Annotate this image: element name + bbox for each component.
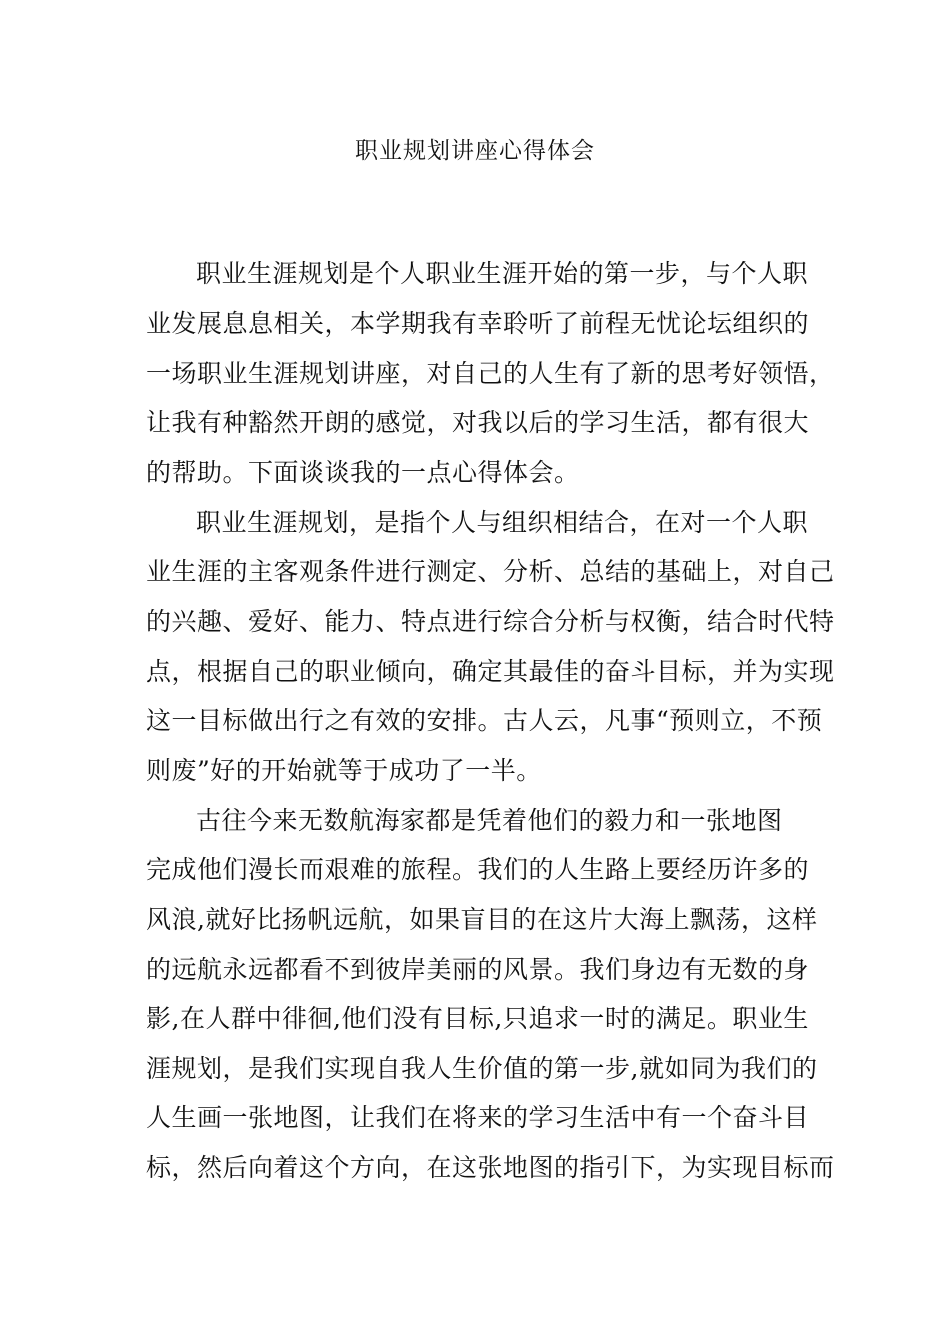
- paragraph-line: 职业生涯规划，是指个人与组织相结合，在对一个人职: [196, 508, 809, 537]
- paragraph-line: 涯规划，是我们实现自我人生价值的第一步,就如同为我们的: [146, 1054, 818, 1083]
- paragraph-line: 风浪,就好比扬帆远航，如果盲目的在这片大海上飘荡，这样: [146, 905, 818, 934]
- paragraph-line: 标，然后向着这个方向，在这张地图的指引下，为实现目标而: [146, 1153, 835, 1182]
- paragraph-line: 点，根据自己的职业倾向，确定其最佳的奋斗目标，并为实现: [146, 657, 835, 686]
- paragraph-line: 职业生涯规划是个人职业生涯开始的第一步，与个人职: [196, 259, 809, 288]
- paragraph-line: 古往今来无数航海家都是凭着他们的毅力和一张地图: [196, 806, 783, 835]
- paragraph-line: 业生涯的主客观条件进行测定、分析、总结的基础上，对自己: [146, 557, 835, 586]
- paragraph-line: 则废”好的开始就等于成功了一半。: [146, 756, 542, 785]
- document-title: 职业规划讲座心得体会: [355, 138, 595, 164]
- paragraph-line: 人生画一张地图，让我们在将来的学习生活中有一个奋斗目: [146, 1103, 810, 1132]
- paragraph-line: 的远航永远都看不到彼岸美丽的风景。我们身边有无数的身: [146, 955, 810, 984]
- paragraph-line: 的帮助。下面谈谈我的一点心得体会。: [146, 458, 580, 487]
- paragraph-line: 完成他们漫长而艰难的旅程。我们的人生路上要经历许多的: [146, 855, 810, 884]
- paragraph-line: 一场职业生涯规划讲座，对自己的人生有了新的思考好领悟，: [146, 359, 835, 388]
- paragraph-line: 的兴趣、爱好、能力、特点进行综合分析与权衡，结合时代特: [146, 607, 835, 636]
- paragraph-line: 影,在人群中徘徊,他们没有目标,只追求一时的满足。职业生: [146, 1004, 809, 1033]
- paragraph-line: 业发展息息相关，本学期我有幸聆听了前程无忧论坛组织的: [146, 309, 810, 338]
- paragraph-line: 让我有种豁然开朗的感觉，对我以后的学习生活，都有很大: [146, 408, 810, 437]
- paragraph-line: 这一目标做出行之有效的安排。古人云，凡事“预则立，不预: [146, 706, 823, 735]
